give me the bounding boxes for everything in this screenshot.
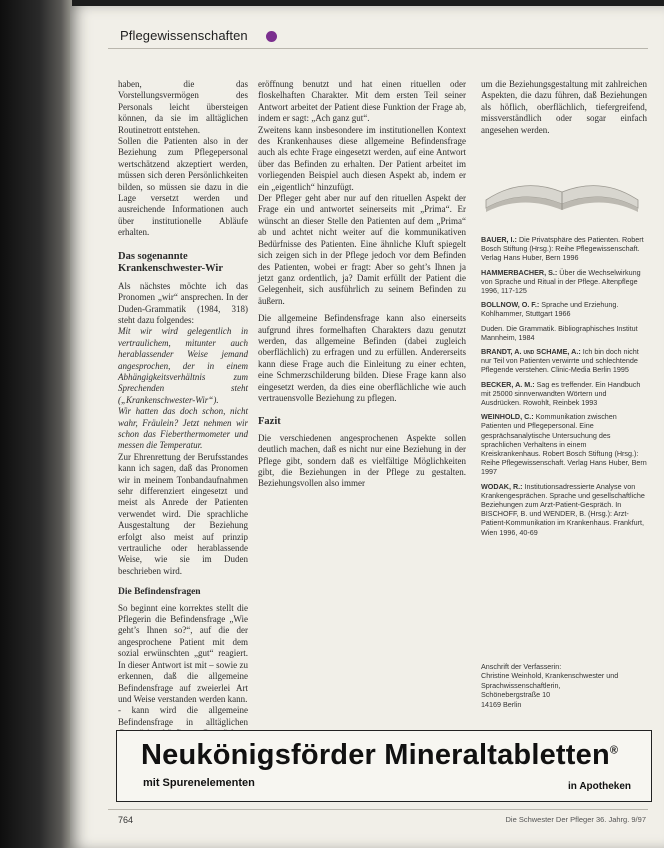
address-line: Schönebergstraße 10 bbox=[481, 690, 551, 700]
heading-fazit: Fazit bbox=[258, 416, 281, 428]
heading-befindensfragen: Die Befindensfragen bbox=[118, 587, 201, 598]
reference-item: WEINHOLD, C.: Kommunikation zwischen Patienten und Pflegepersonal. Eine gesprächsanalytische Untersuchung des sprachlichen Verhaltens in einem Kreiskrankenhaus. Robert Bosch Stiftung (Hrsg.): Reihe Pflegewissenschaft. Verlag Hans Huber, Bern 1997 bbox=[481, 412, 647, 477]
author-address bbox=[481, 662, 647, 709]
paragraph: Der Pfleger geht aber nur auf den rituellen Aspekt der Frage ein und antwortet seinerseits mit „Prima“. Er wünscht an dieser Stelle den Patienten auf dem „Prima“ ab und achtet nicht weiter auf die kommunikativen Bedürfnisse des Patienten. Eine ähnliche Kluft spiegelt sich zeigen sich in der Pflege jedoch vor dem Befinden des Patienten, wobei er fragt: Aber so geht’s Ihnen ja jetzt ganz ordentlich, ja? Damit erfüllt der Patient die Gelegenheit, sich ausführlich zu seinem Befinden zu äußern. bbox=[258, 193, 466, 306]
paragraph: um die Beziehungsgestaltung mit zahlreichen Aspekten, die dazu führen, daß Beziehungen als höflich, oberflächlich, tiefergreifend, missverständlich oder sogar einfach angesehen werden. bbox=[481, 79, 647, 135]
book-spine bbox=[0, 0, 72, 848]
paragraph: Sollen die Patienten also in der Beziehung zum Pflegepersonal wertschätzend akzeptiert werden, müssen sich deren Persönlichkeiten bilden, so müssen sie dazu in die Lage versetzt werden und ausreichende Informationen auch über institutionelle Abläufe erhalten. bbox=[118, 136, 248, 238]
paragraph: So beginnt eine korrektes stellt die Pflegerin die Befindensfrage „Wie geht’s Ihnen so?“, auf die der angesprochene Patient mit dem sozial erwünschten „gut“ reagiert. In dieser Antwort ist mit – sowie zu erkennen, daß die allgemeine Befindensfrage auf zweierlei Art und Weise verstanden werden kann. bbox=[118, 602, 248, 704]
heading-krankenschwester-wir: Das sogenannte Krankenschwester-Wir bbox=[118, 250, 223, 274]
address-line: Christine Weinhold, Krankenschwester und Sprachwissenschaftlerin, bbox=[481, 671, 619, 690]
reference-item: WODAK, R.: Institutionsadressierte Analyse von Krankengesprächen. Sprache und gesellschaftliche Beziehungen zum Arzt-Patient-Gespräch. In BISCHOFF, B. und WENDER, B. (Hrsg.): Arzt-Patient-Kommunikation im Krankenhaus. Frankfurt, Wien 1996, 40-69 bbox=[481, 481, 645, 537]
paragraph: - kann wird die allgemeine Befindensfrage in alltäglichen bbox=[118, 705, 248, 727]
paragraph: Zur Ehrenrettung der Berufsstandes kann ich sagen, daß das Pronomen wir in meinem Tonbandaufnahmen sehr differenziert eingesetzt und meist als Anrede der Patienten verwendet wird. Die sprachliche Ausgestaltung der Beziehung erfolgt also meist auf prinzip vertrauliche oder herablassende Weise, wie sie im Duden beschrieben wird. bbox=[118, 451, 248, 576]
section-dot-icon bbox=[266, 31, 277, 42]
column-3 bbox=[481, 79, 647, 136]
paragraph: Die verschiedenen angesprochenen Aspekte sollen deutlich machen, daß es nicht nur eine Beziehung in der Pflege gibt, sondern daß es vielfältige Möglichkeiten gibt, die Beziehungen in der Pflege zu gestalten. Beziehungsvollen also immer bbox=[258, 432, 466, 489]
page-number: 764 bbox=[118, 815, 134, 825]
paragraph: haben, die das Vorstellungsvermögen des Personals leicht übersteigen können, da sie im alltäglichen Routinetrott entstehen. bbox=[118, 79, 248, 135]
reference-item: Duden. Die Grammatik. Bibliographisches Institut Mannheim, 1984 bbox=[481, 323, 638, 342]
reference-item: HAMMERBACHER, S.: Über die Wechselwirkung von Sprache und Ritual in der Pflege. Altenpflege 1996, 117-125 bbox=[481, 267, 641, 296]
reference-item: BECKER, A. M.: Sag es treffender. Ein Handbuch mit 25000 sinnverwandten Wörtern und Ausdrücken. Rowohlt, Reinbek 1993 bbox=[481, 379, 641, 408]
address-label: Anschrift der Verfasserin: bbox=[481, 662, 562, 671]
section-header: Pflegewissenschaften bbox=[120, 28, 248, 43]
paragraph: Als nächstes möchte ich das Pronomen „wir“ ansprechen. In der Duden-Grammatik (1984, 318) steht dazu folgendes: bbox=[118, 280, 248, 325]
paragraph: Die allgemeine Befindensfrage kann also einerseits aufgrund ihres formelhaften Charakters dazu genutzt werden, das allgemeine Befinden (dabei zugleich oberflächlich) zu erfragen und zu erfüllen. Andererseits kann diese Frage auch die Einleitung zu einer echten, eine Schmerzschilderung bilden. Diese Frage kann also eingesetzt werden, da dies eine oberflächliche wie auch vertrauensvolle Beziehung zu pflegen. bbox=[258, 313, 466, 403]
quote: Wir hatten das doch schon, nicht wahr, Fräulein? Jetzt nehmen wir schon das Fieberthermometer und messen die Temperatur. bbox=[118, 406, 248, 451]
advertisement bbox=[116, 730, 652, 802]
column-2 bbox=[258, 79, 466, 490]
paragraph: eröffnung benutzt und hat einen rituellen oder floskelhaften Charakter. Mit dem ersten Teil seiner Antwort arbeitet der Patient diese Funktion der Frage ab, indem er sagt: „Ach ganz gut“. bbox=[258, 79, 466, 124]
ad-subtitle: mit Spurenelementen bbox=[143, 777, 255, 789]
journal-footer: Die Schwester Der Pfleger 36. Jahrg. 9/97 bbox=[505, 815, 646, 824]
paragraph: Zweitens kann insbesondere im institutionellen Kontext des Krankenhauses diese allgemeine Befindensfrage auch als echte Frage eingesetzt werden, auf eine Antwort über das Befinden zu erhalten. Der Patient arbeitet im vorliegenden Beispiel auch diesen Aspekt ab, indem er ein „eigentlich“ hinzufügt. bbox=[258, 124, 466, 192]
reference-item: BAUER, I.: Die Privatsphäre des Patienten. Robert Bosch Stiftung (Hrsg.): Reihe Pflegewissenschaft. Verlag Hans Huber, Bern 1996 bbox=[481, 235, 644, 263]
references bbox=[481, 235, 647, 542]
ad-availability: in Apotheken bbox=[568, 781, 631, 792]
footer-rule bbox=[108, 809, 648, 810]
reference-item: BRANDT, A. und SCHAME, A.: Ich bin doch nicht nur Teil von Patienten verwirrte und schlechtende Pflegende verstehen. Clinic-Media Berlin 1995 bbox=[481, 347, 639, 375]
quote: Mit wir wird gelegentlich in vertraulichem, mitunter auch herablassender Weise jemand angesprochen, der in einem Abhängigkeitsverhältnis zum Sprechenden steht („Krankenschwester-Wir“). bbox=[118, 326, 248, 405]
header-rule bbox=[108, 48, 648, 49]
column-1 bbox=[118, 79, 248, 740]
reference-item: BOLLNOW, O. F.: Sprache und Erziehung. Kohlhammer, Stuttgart 1966 bbox=[481, 300, 619, 319]
open-book-image bbox=[482, 170, 642, 220]
ad-title: Neukönigsförder Mineraltabletten® bbox=[141, 739, 619, 771]
address-line: 14169 Berlin bbox=[481, 699, 522, 709]
